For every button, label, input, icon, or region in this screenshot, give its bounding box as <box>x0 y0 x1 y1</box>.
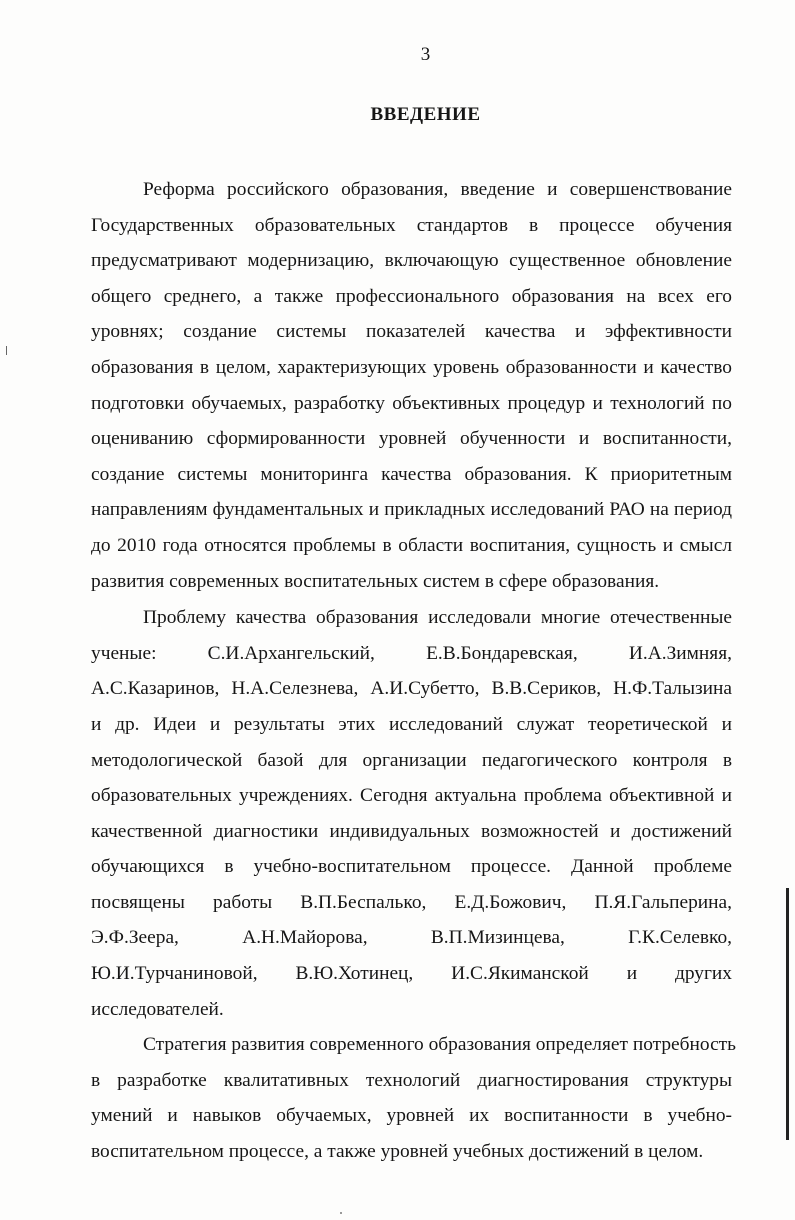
body-text <box>91 172 736 1170</box>
text-line: Государственных образовательных стандартов в процессе обучения <box>91 214 732 236</box>
text-line: уровнях; создание системы показателей качества и эффективности <box>91 321 732 343</box>
section-heading: ВВЕДЕНИЕ <box>370 104 481 125</box>
text-line: общего среднего, а также профессионального образования на всех его <box>91 285 732 307</box>
text-line: развития современных воспитательных систем в сфере образования. <box>91 570 660 592</box>
text-line: в разработке квалитативных технологий диагностирования структуры <box>91 1069 732 1091</box>
paragraph-2 <box>91 600 732 1027</box>
text-line: Проблему качества образования исследовали многие отечественные <box>143 607 732 629</box>
text-line: оцениванию сформированности уровней обученности и воспитанности, <box>91 428 732 450</box>
text-line: обучающихся в учебно-воспитательном процессе. Данной проблеме <box>91 856 732 878</box>
text-line: Реформа российского образования, введение и совершенствование <box>143 179 732 200</box>
text-line: Ю.И.Турчаниновой, В.Ю.Хотинец, И.С.Якиманской и других <box>91 963 732 985</box>
text-line: А.С.Казаринов, Н.А.Селезнева, А.И.Субетто, В.В.Сериков, Н.Ф.Талызина <box>91 678 732 700</box>
text-line: умений и навыков обучаемых, уровней их воспитанности в учебно- <box>91 1105 732 1127</box>
text-line: до 2010 года относятся проблемы в области воспитания, сущность и смысл <box>91 534 732 556</box>
scan-edge-mark <box>786 888 789 1140</box>
text-line: создание системы мониторинга качества образования. К приоритетным <box>91 463 732 485</box>
text-line: направлениям фундаментальных и прикладных исследований РАО на период <box>91 499 732 521</box>
text-line: подготовки обучаемых, разработку объективных процедур и технологий по <box>91 392 732 414</box>
text-line: и др. Идеи и результаты этих исследований служат теоретической и <box>91 713 732 735</box>
text-line: ученые: С.И.Архангельский, Е.В.Бондаревская, И.А.Зимняя, <box>91 642 732 664</box>
scan-tick-mark <box>6 346 7 355</box>
text-line: исследователей. <box>91 998 224 1020</box>
text-line: качественной диагностики индивидуальных возможностей и достижений <box>91 820 732 842</box>
scan-dot-mark <box>340 1212 342 1214</box>
text-line: посвящены работы В.П.Беспалько, Е.Д.Божович, П.Я.Гальперина, <box>91 891 732 913</box>
text-line: методологической базой для организации педагогического контроля в <box>91 749 732 771</box>
text-line: образовательных учреждениях. Сегодня актуальна проблема объективной и <box>91 785 732 807</box>
paragraph-1 <box>91 172 732 599</box>
text-line: образования в целом, характеризующих уровень образованности и качество <box>91 356 732 378</box>
text-line: Э.Ф.Зеера, А.Н.Майорова, В.П.Мизинцева, Г.К.Селевко, <box>91 927 732 949</box>
text-line: предусматривают модернизацию, включающую существенное обновление <box>91 250 732 272</box>
page-number: 3 <box>420 44 431 65</box>
paragraph-3 <box>91 1027 736 1169</box>
text-line: воспитательном процессе, а также уровней учебных достижений в целом. <box>91 1141 704 1163</box>
text-line: Стратегия развития современного образования определяет потребность <box>143 1034 736 1056</box>
